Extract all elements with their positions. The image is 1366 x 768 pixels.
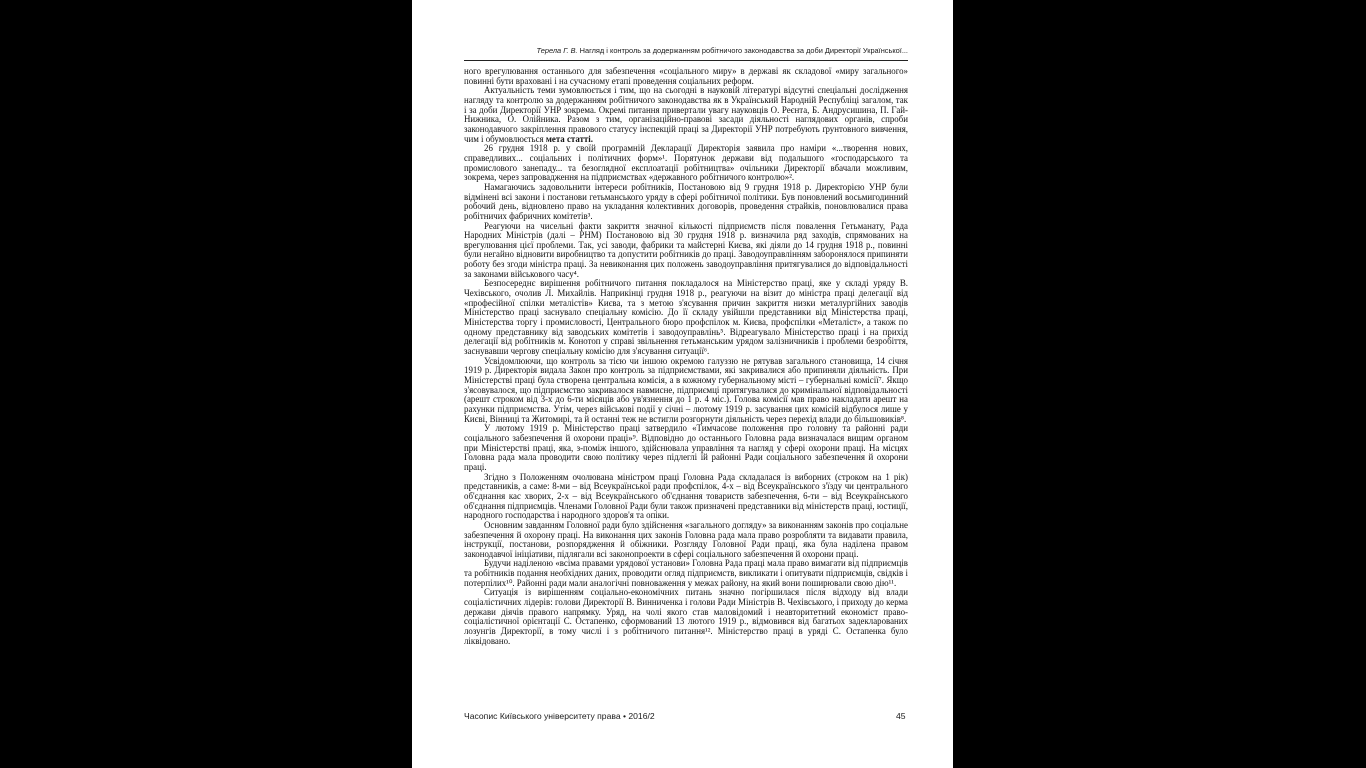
paragraph: Будучи наділеною «всіма правами урядової установи» Головна Рада праці мала право вимагати від підприємців та робітників подання необхідних даних, проводити огляд підприємств, викликати і опитувати підприємців, свідків і потерпілих¹⁰. Районні ради мали аналогічні повноваження у межах району, на який вони поширювали свою дію¹¹.: [464, 558, 908, 588]
paragraph: Намагаючись задовольнити інтереси робітників, Постановою від 9 грудня 1918 р. Директорією УНР були відмінені всі закони і постанови гетьманського уряду в сфері робітничої політики. Був поновлений восьмигодинний робочий день, відновлено право на укладання колективних договорів, проведення страйків, поновлювалися права робітничих фабричних комітетів³.: [464, 181, 908, 221]
paragraph: Основним завданням Головної ради було здійснення «загального догляду» за виконанням законів про соціальне забезпечення й охорону праці. На виконання цих законів Головна рада мала право розробляти та видавати правила, інструкції, постанови, розпорядження й обіжники. Розгляду Головної Ради праці, яка була наділена правом законодавчої ініціативи, підлягали всі законопроекти в сфері соціального забезпечення й охорони праці.: [464, 519, 908, 559]
document-page: [412, 0, 953, 768]
header-divider: [464, 60, 908, 61]
paragraph: Усвідомлюючи, що контроль за тією чи іншою окремою галуззю не рятував загального становища, 14 січня 1919 р. Директорія видала Закон про контроль за підприємствами, які закривалися або припиняли діяльність. При Міністерстві праці була створена центральна комісія, а в кожному губернальному місті – губернальні комісії⁷. Якщо з'ясовувалося, що підприємство закривалося навмисне, підприємці притягувалися до кримінальної відповідальності (арешт строком від 3-х до 6-ти місяців або ув'язнення до 1 р. 4 міс.). Голова комісії мав право накладати арешт на рахунки підприємства. Утім, через військові події у січні – лютому 1919 р. засування цих комісій відбулося лише у Києві, Вінниці та Житомирі, та й останні теж не встигли розгорнути діяльність через перехід влади до більшовиків⁸.: [464, 355, 908, 424]
header-author: Терела Г. В.: [536, 46, 578, 55]
paragraph: Реагуючи на чисельні факти закриття значної кількості підприємств після повалення Гетьманату, Рада Народних Міністрів (далі – РНМ) Постановою від 30 грудня 1918 р. визначила ряд заходів, спрямованих на врегулювання цієї проблеми. Так, усі заводи, фабрики та майстерні Києва, які діяли до 14 грудня 1918 р., повинні були негайно відновити виробництво та допустити робітників до праці. Заводоуправлінням заборонялося припиняти роботу без згоди міністра праці. За невиконання цих положень заводоуправління притягувалися до відповідальності за законами військового часу⁴.: [464, 220, 908, 279]
paragraph: Ситуація із вирішенням соціально-економічних питань значно погіршилася після відходу від влади соціалістичних лідерів: голови Директорії В. Винниченка і голови Ради Міністрів В. Чехівського, і приходу до керма держави діячів правого напрямку. Уряд, на чолі якого став маловідомий і неавторитетний економіст право-соціалістичної орієнтації С. Остапенко, сформований 13 лютого 1919 р., відмовився від багатьох задекларованих лозунгів Директорії, в тому числі і з робітничого питання¹². Міністерство праці в уряді С. Остапенка було ліквідовано.: [464, 587, 908, 646]
footer-journal: Часопис Київського університету права • 2016/2: [464, 711, 655, 721]
paragraph: ного врегулювання останнього для забезпечення «соціального миру» в державі як складової «миру загального» повинні бути враховані і на сучасному етапі проведення соціальних реформ.: [464, 66, 908, 86]
paragraph: Згідно з Положенням очолювана міністром праці Головна Рада складалася із виборних (строком на 1 рік) представників, а саме: 8-ми – від Всеукраїнської ради профспілок, 4-х – від Всеукраїнського з'їзду чи центрального об'єднання кас хворих, 2-х – від Всеукраїнського об'єднання товариств забезпечення, 6-ти – від Всеукраїнського об'єднання підприємців. Членами Головної Ради були також призначені представники від міністерств праці, юстиції, народного господарства і народного здоров'я та опіки.: [464, 471, 908, 521]
paragraph: У лютому 1919 р. Міністерство праці затвердило «Тимчасове положення про головну та районні ради соціального забезпечення й охорони праці»⁹. Відповідно до останнього Головна рада визначалася вищим органом при Міністерстві праці, яка, з-поміж іншого, здійснювала управління та нагляд у сфері охорони праці. На місцях Головна рада мала проводити свою політику через підлеглі їй районні Ради соціального забезпечення й охорони праці.: [464, 423, 908, 472]
paragraph: [464, 86, 908, 144]
header-title: Нагляд і контроль за додержанням робітничого законодавства за доби Директорії Української...: [579, 46, 908, 55]
running-header: [490, 46, 908, 55]
paragraph-text: Актуальність теми зумовлюється і тим, що на сьогодні в науковій літературі відсутні спеціальні дослідження нагляду та контролю за додержанням робітничого законодавства як в Український Народній Республіці загалом, так і за доби Директорії УНР зокрема. Окремі питання привертали увагу науковців О. Реєнта, Б. Андрусишина, П. Гай-Нижника, О. Олійника. Разом з тим, організаційно-правові засади діяльності наглядових органів, спроби законодавчого закріплення правового статусу інспекцій праці за Директорії УНР потребують ґрунтовного вивчення, чим і обумовлюється: [464, 85, 908, 144]
paragraph: 26 грудня 1918 р. у своїй програмній Декларації Директорія заявила про наміри «...творення нових, справедливих... соціальних і політичних форм»¹. Порятунок держави від подальшого «господарського та промислового занепаду... та безоглядної експлоатації робітництва» очільники Директорії вбачали можливим, зокрема, через запровадження на підприємствах «державного робітничого контролю»².: [464, 143, 908, 183]
bold-phrase: мета статті.: [545, 133, 593, 144]
paragraph: Безпосереднє вирішення робітничого питання покладалося на Міністерство праці, яке у складі уряду В. Чехівського, очолив Л. Михайлів. Наприкінці грудня 1918 р., реагуючи на візит до міністра праці делегації від «професійної спілки металістів» Києва, та з метою з'ясування причин закриття низки металургійних заводів Міністерство праці заснувало спеціальну комісію. До її складу увійшли представники від Міністерства праці, Міністерства торгу і промисловості, Центрального бюро профспілок м. Києва, профспілки «Металіст», а також по одному представнику від заводських комітетів і заводоуправлінь⁵. Відреагувало Міністерство праці і на прихід делегації від робітників м. Конотоп у справі звільнення гетьманським урядом залізничників і проблеми безробіття, заснувавши чергову спеціальну комісію для з'ясування ситуації⁶.: [464, 278, 908, 357]
page-number: 45: [896, 711, 906, 721]
article-body: [464, 67, 908, 646]
